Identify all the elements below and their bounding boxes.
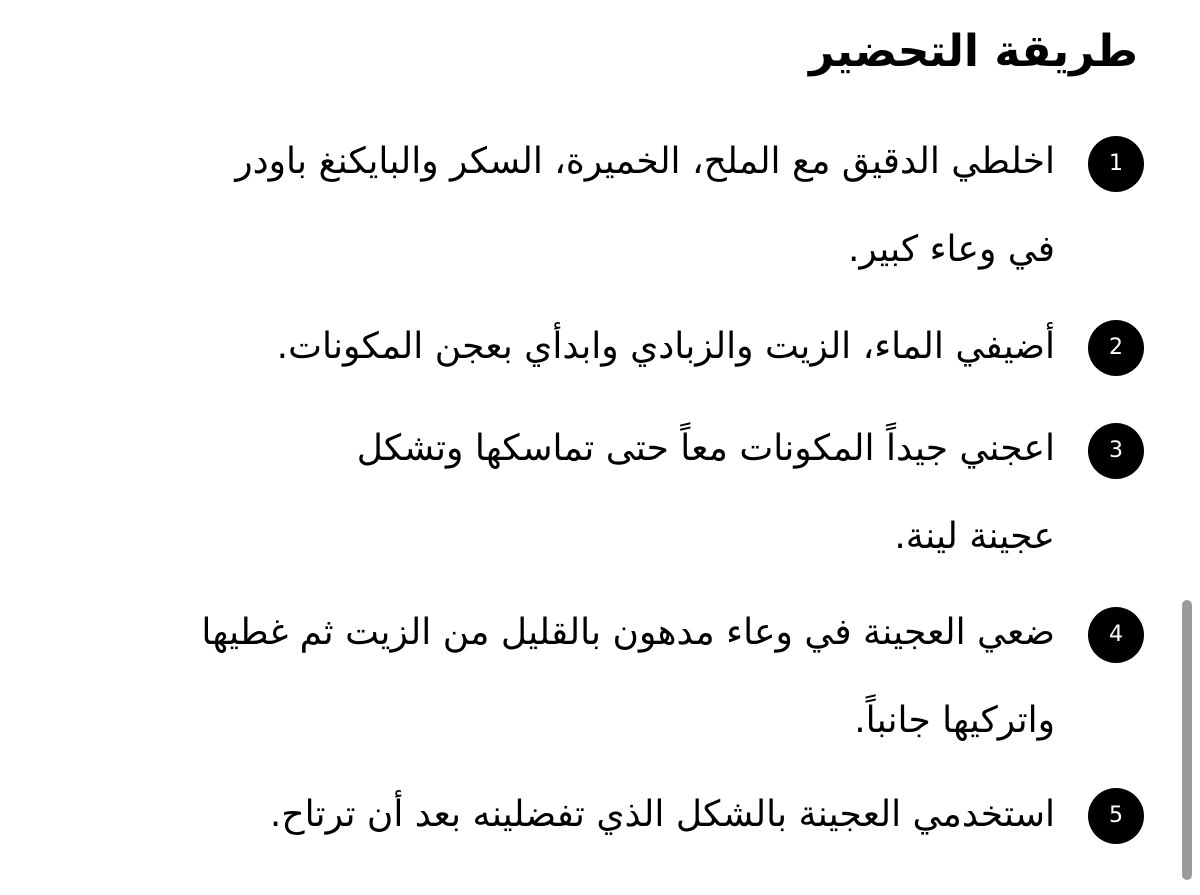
step-number-badge: 3: [1088, 423, 1144, 479]
step-line: اخلطي الدقيق مع الملح، الخميرة، السكر والبايكنغ باودر: [235, 141, 1055, 182]
step-number-badge: 2: [1088, 320, 1144, 376]
step-number-badge: 5: [1088, 788, 1144, 844]
step-number-badge: 4: [1088, 607, 1144, 663]
step-text: [235, 118, 1055, 294]
page-title: طريقة التحضير: [809, 26, 1138, 77]
step-text: [201, 589, 1055, 765]
step-line: ضعي العجينة في وعاء مدهون بالقليل من الزيت ثم غطيها: [201, 612, 1055, 653]
step-line: أضيفي الماء، الزيت والزبادي وابدأي بعجن المكونات.: [276, 326, 1055, 367]
step-line: واتركيها جانباً.: [854, 700, 1055, 741]
step-text: [270, 771, 1055, 859]
step-number-badge: 1: [1088, 136, 1144, 192]
step-line: في وعاء كبير.: [847, 229, 1055, 270]
step-line: اعجني جيداً المكونات معاً حتى تماسكها وتشكل: [356, 428, 1055, 469]
step-line: استخدمي العجينة بالشكل الذي تفضلينه بعد أن ترتاح.: [269, 794, 1055, 835]
step-text: [277, 303, 1055, 391]
vertical-scrollbar[interactable]: [1182, 600, 1192, 880]
step-text: [357, 405, 1055, 581]
step-line: عجينة لينة.: [894, 516, 1055, 557]
